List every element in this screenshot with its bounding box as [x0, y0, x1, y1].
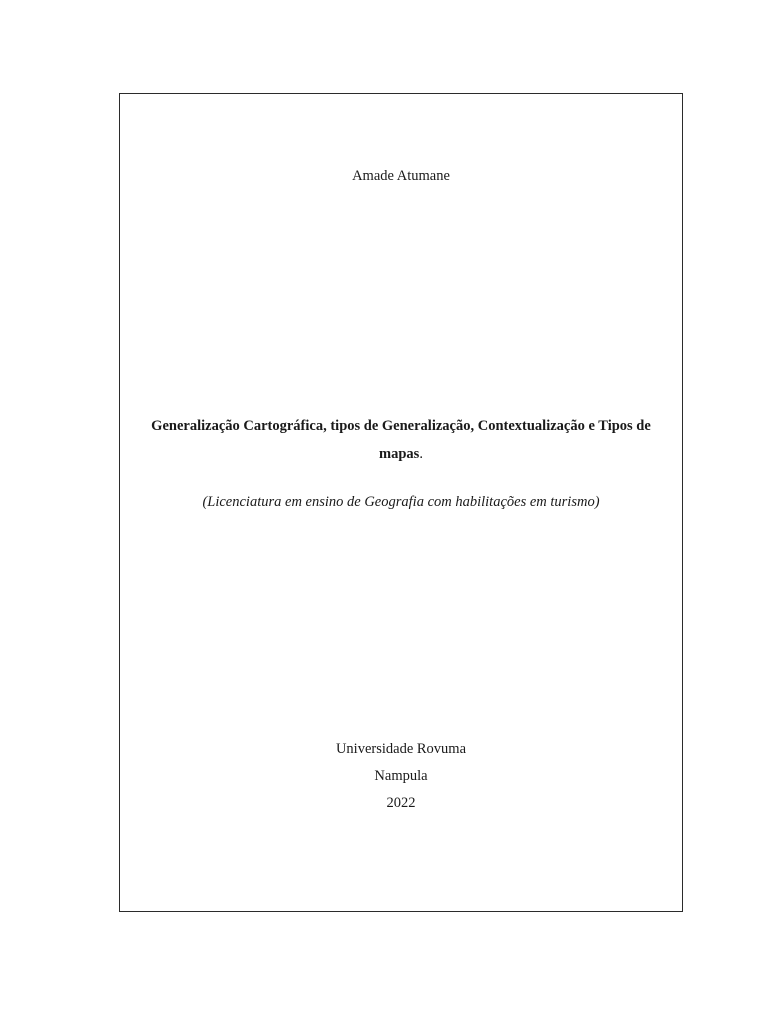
city-name: Nampula [374, 768, 428, 784]
author-name: Amade Atumane [352, 168, 450, 184]
document-title-suffix: . [419, 446, 423, 462]
institution-name: Universidade Rovuma [335, 741, 467, 757]
document-title-text: Generalização Cartográfica, tipos de Generalização, Contextualização e Tipos de mapas [151, 418, 651, 462]
publication-year: 2022 [386, 795, 416, 811]
document-title [140, 412, 662, 468]
cover-page-frame [119, 93, 683, 912]
document-subtitle: (Licenciatura em ensino de Geografia com habilitações em turismo) [202, 494, 600, 510]
